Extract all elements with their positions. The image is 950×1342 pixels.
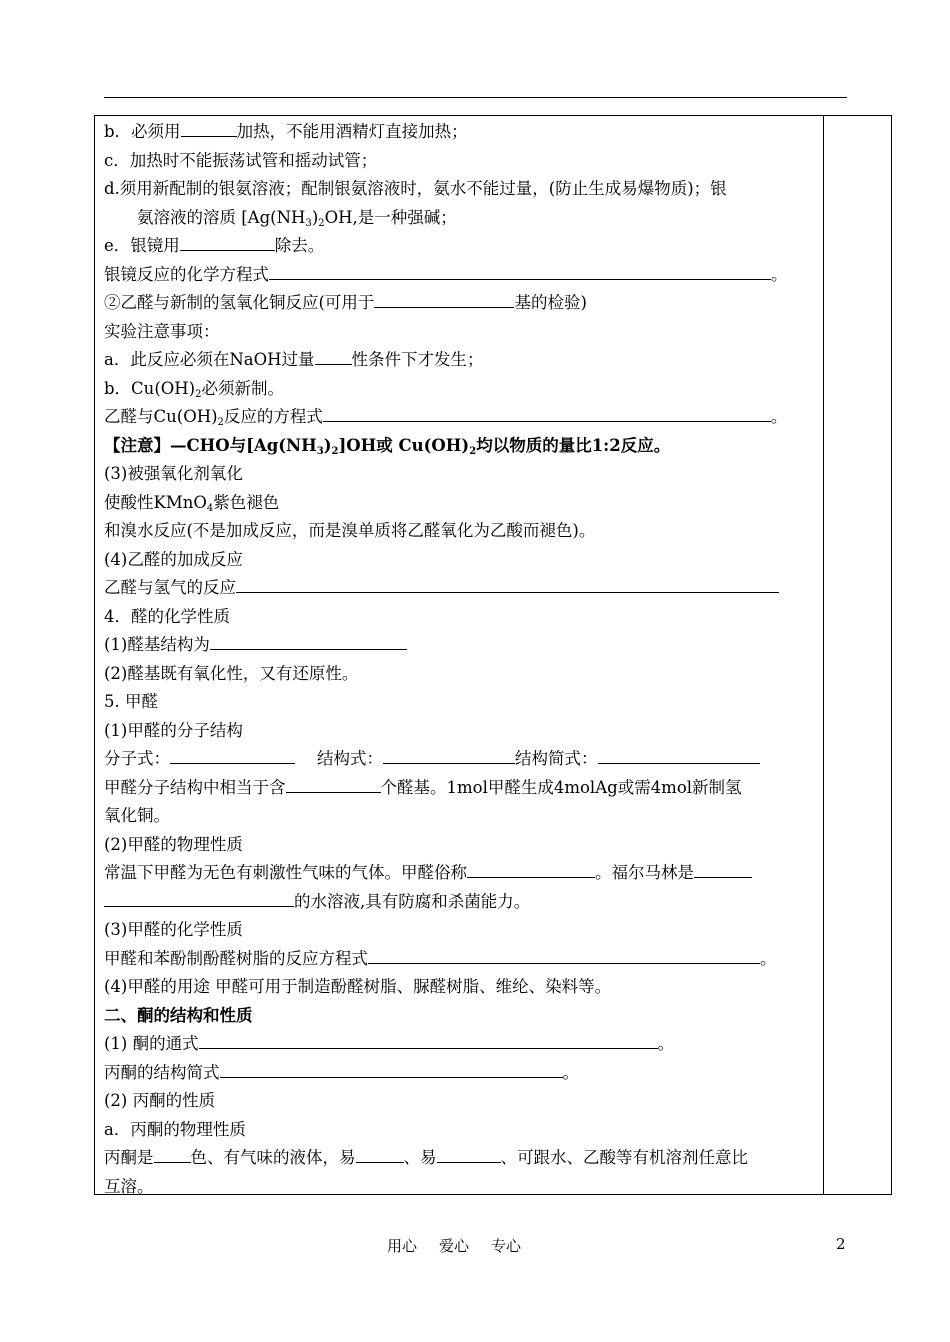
line-notes: 实验注意事项： xyxy=(104,321,220,341)
blank xyxy=(210,631,407,650)
line-e: e．银镜用 除去。 xyxy=(104,232,818,261)
line-s5-3: (3)甲醛的化学性质 xyxy=(104,920,243,939)
line-s5-1: (1)甲醛的分子结构 xyxy=(104,720,243,740)
blank xyxy=(220,1059,563,1078)
blank xyxy=(315,346,352,365)
table-column-divider xyxy=(823,115,824,1195)
blank xyxy=(368,945,760,964)
line-cu-equation: 乙醛与$Cu(OH)_2$反应的方程式 。 xyxy=(104,403,818,432)
line-physical-cont: 的水溶液,具有防腐和杀菌能力。 xyxy=(104,888,818,917)
line-s4: (4)乙醛的加成反应 xyxy=(104,549,243,569)
header-rule xyxy=(104,97,847,98)
line-bromine: 和溴水反应(不是加成反应，而是溴单质将乙醛氧化为乙酸而褪色)。 xyxy=(104,521,596,540)
line-kmno4: 使酸性KMnO$_4$紫色褪色 xyxy=(104,492,280,514)
line-b2: b．$Cu(OH)_2$必须新制。 xyxy=(104,378,284,400)
line-k1: (1) 酮的通式 。 xyxy=(104,1030,818,1059)
blank xyxy=(170,745,295,764)
line-silver-mirror-equation: 银镜反应的化学方程式 。 xyxy=(104,261,818,290)
line-d: d.须用新配制的银氨溶液；配制银氨溶液时，氨水不能过量，(防止生成易爆物质)；银 xyxy=(104,179,727,198)
line-s4-2: (2)醛基既有氧化性，又有还原性。 xyxy=(104,663,359,683)
line-acetone-cont: 互溶。 xyxy=(104,1176,154,1196)
blank xyxy=(181,118,237,137)
blank xyxy=(286,774,381,793)
line-s4-1: (1)醛基结构为 xyxy=(104,631,818,660)
blank xyxy=(104,888,294,907)
page-number: 2 xyxy=(836,1235,846,1253)
line-sec4: 4．醛的化学性质 xyxy=(104,606,230,626)
line-b-water-bath: b．必须用 加热，不能用酒精灯直接加热； xyxy=(104,118,818,147)
blank xyxy=(598,745,760,764)
line-k2: (2) 丙酮的性质 xyxy=(104,1091,216,1110)
blank xyxy=(236,574,779,593)
blank xyxy=(437,1144,501,1163)
line-item2: ②乙醛与新制的氢氧化铜反应(可用于 基的检验) xyxy=(104,289,818,318)
line-d-cont: 氨溶液的溶质 [$Ag(NH_3)_2OH$,是一种强碱； xyxy=(137,207,457,229)
blank xyxy=(269,261,771,280)
line-c: c．加热时不能振荡试管和摇动试管； xyxy=(104,150,378,170)
line-h2: 乙醛与氢气的反应 xyxy=(104,574,818,603)
line-a2: a．此反应必须在NaOH过量 性条件下才发生； xyxy=(104,346,818,375)
line-acetone-struct: 丙酮的结构简式 。 xyxy=(104,1059,818,1088)
line-s3: (3)被强氧化剂氧化 xyxy=(104,464,243,483)
blank xyxy=(467,859,595,878)
blank xyxy=(323,403,771,422)
line-physical: 常温下甲醛为无色有刺激性气味的气体。甲醛俗称 。福尔马林是 xyxy=(104,859,818,888)
line-phenol: 甲醛和苯酚制酚醛树脂的反应方程式 。 xyxy=(104,945,818,974)
blank xyxy=(383,745,515,764)
blank xyxy=(694,859,752,878)
section-ketone: 二、酮的结构和性质 xyxy=(104,1005,253,1025)
blank xyxy=(199,1030,658,1049)
line-equivalent: 甲醛分子结构中相当于含 个醛基。1mol甲醛生成4molAg或需4mol新制氢 xyxy=(104,774,818,803)
blank xyxy=(374,289,514,308)
line-k2a: a．丙酮的物理性质 xyxy=(104,1119,246,1139)
blank xyxy=(356,1144,404,1163)
line-equivalent-cont: 氧化铜。 xyxy=(104,806,170,825)
blank xyxy=(180,232,275,251)
line-formulas: 分子式： 结构式： 结构简式： xyxy=(104,745,818,774)
line-acetone-phys: 丙酮是 色、有气味的液体，易 、易 、可跟水、乙酸等有机溶剂任意比 xyxy=(104,1144,818,1173)
line-sec5: 5. 甲醛 xyxy=(104,692,158,711)
line-attention: 【注意】—CHO与$[Ag(NH_3)_2]OH$或 $Cu(OH)_2$均以物质的量比1:2反应。 xyxy=(104,435,671,457)
line-s5-2: (2)甲醛的物理性质 xyxy=(104,834,243,854)
blank xyxy=(154,1144,191,1163)
worksheet-content xyxy=(104,118,818,1201)
line-s5-4: (4)甲醛的用途 甲醛可用于制造酚醛树脂、脲醛树脂、维纶、染料等。 xyxy=(104,977,612,996)
footer-motto: 用心 爱心 专心 xyxy=(387,1237,522,1255)
